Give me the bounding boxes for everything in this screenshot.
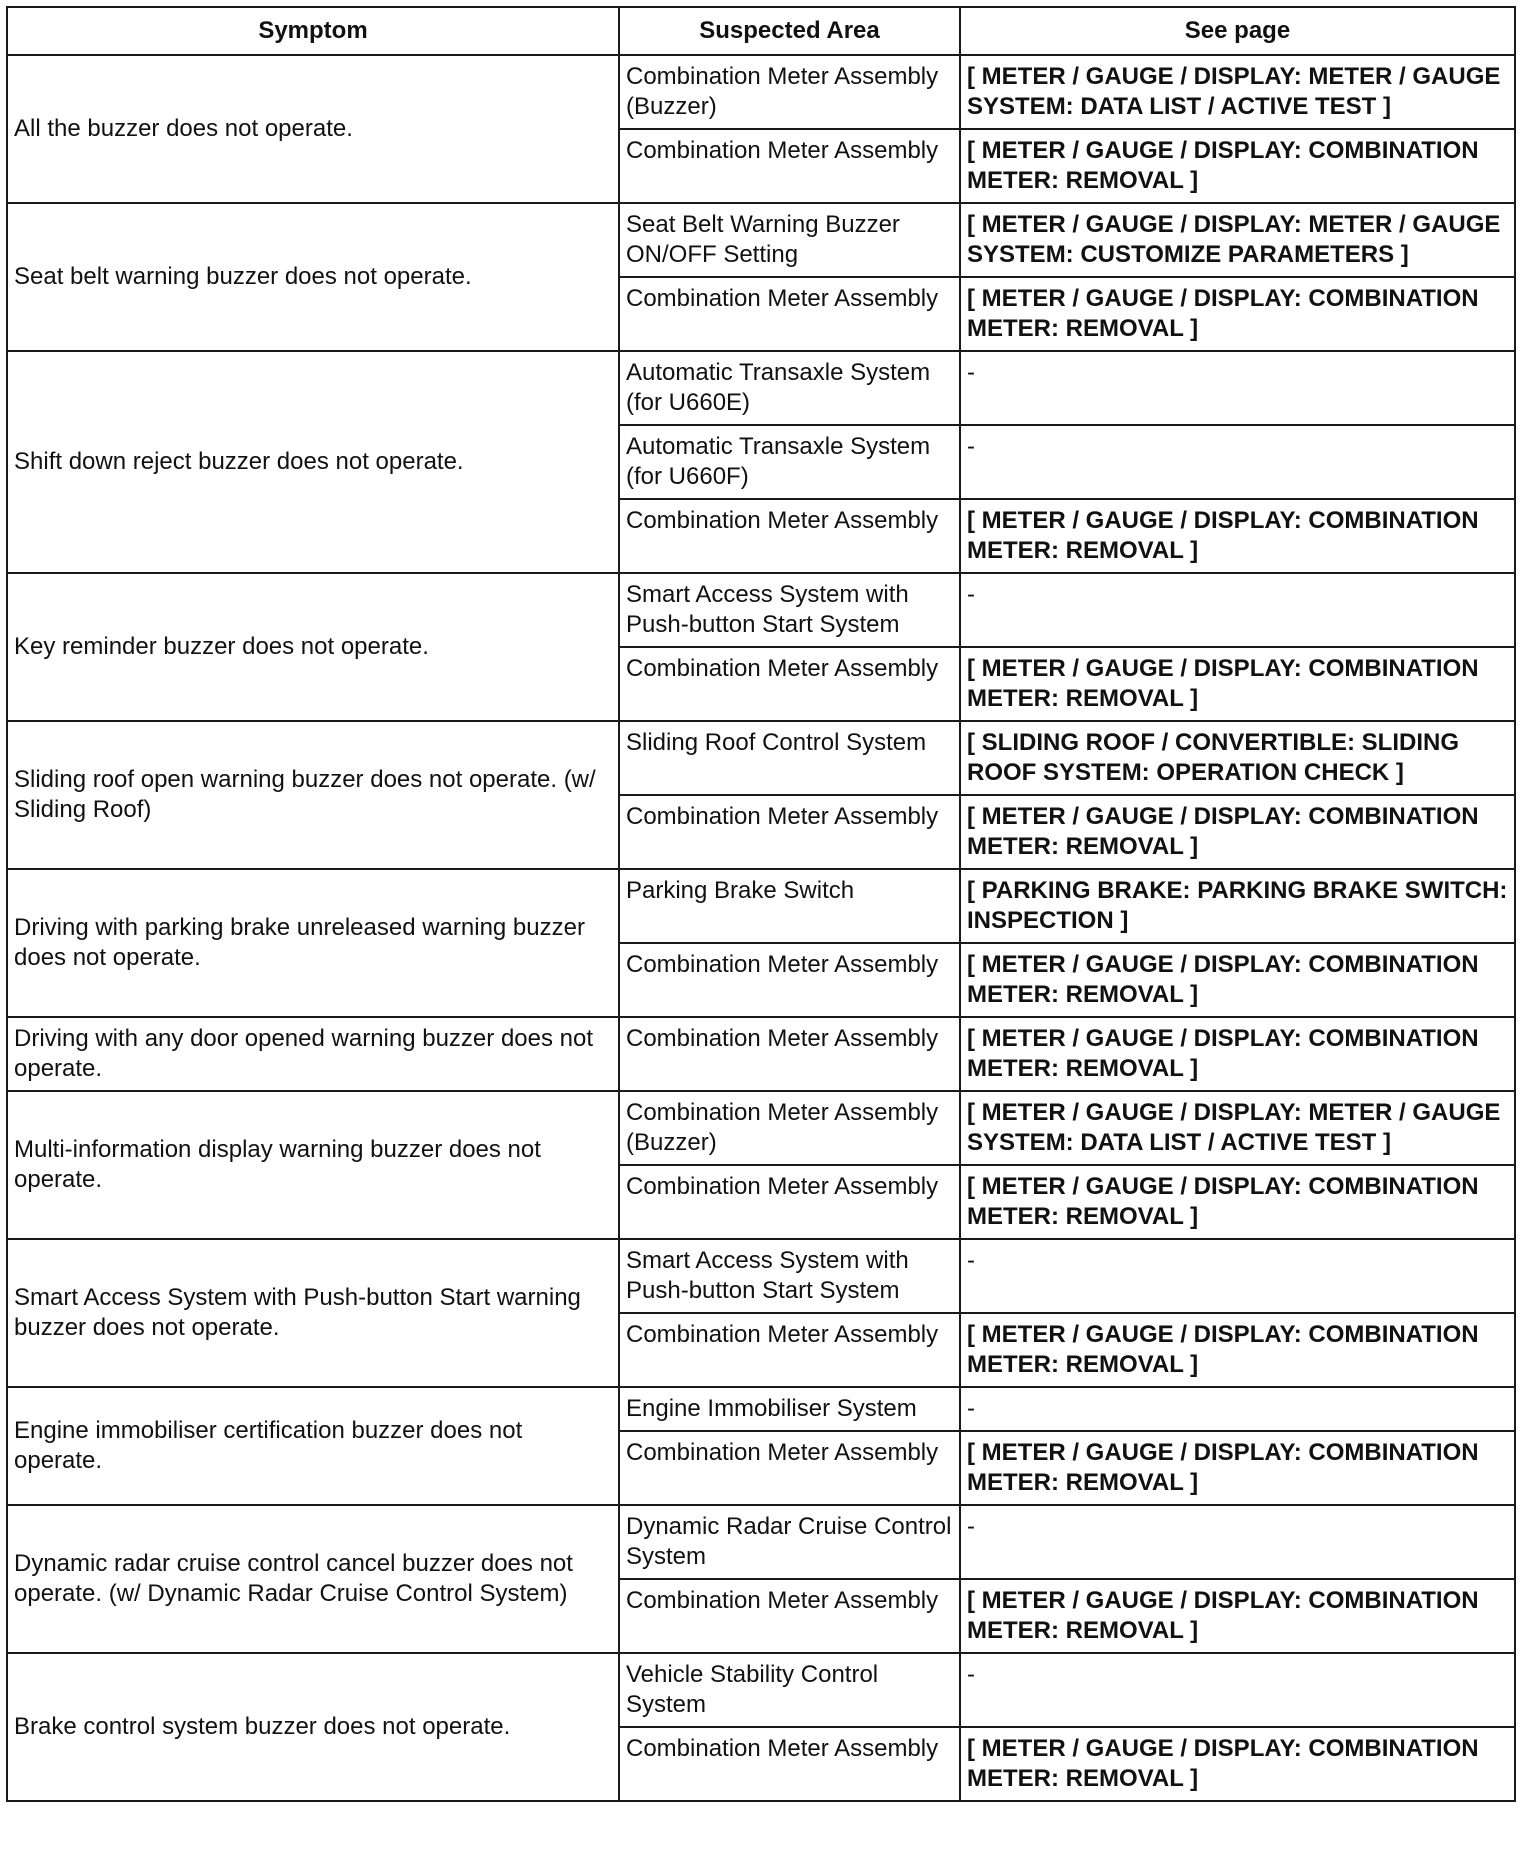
suspected-area-cell: Combination Meter Assembly <box>619 129 960 203</box>
suspected-area-cell: Combination Meter Assembly <box>619 1165 960 1239</box>
table-body <box>7 55 1515 1801</box>
table-row <box>7 573 1515 647</box>
header-row <box>7 7 1515 55</box>
suspected-area-cell: Dynamic Radar Cruise Control System <box>619 1505 960 1579</box>
see-page-link[interactable]: [ METER / GAUGE / DISPLAY: COMBINATION METER: REMOVAL ] <box>960 647 1515 721</box>
suspected-area-cell: Sliding Roof Control System <box>619 721 960 795</box>
symptom-cell: Shift down reject buzzer does not operate. <box>7 351 619 573</box>
see-page-link[interactable]: [ METER / GAUGE / DISPLAY: COMBINATION METER: REMOVAL ] <box>960 943 1515 1017</box>
symptom-cell: Sliding roof open warning buzzer does not operate. (w/ Sliding Roof) <box>7 721 619 869</box>
suspected-area-cell: Combination Meter Assembly <box>619 1017 960 1091</box>
table-row <box>7 351 1515 425</box>
see-page-link[interactable]: [ METER / GAUGE / DISPLAY: METER / GAUGE SYSTEM: DATA LIST / ACTIVE TEST ] <box>960 55 1515 129</box>
suspected-area-cell: Combination Meter Assembly <box>619 1579 960 1653</box>
suspected-area-cell: Combination Meter Assembly <box>619 943 960 1017</box>
problem-symptoms-table <box>6 6 1516 1802</box>
see-page-link[interactable]: [ METER / GAUGE / DISPLAY: METER / GAUGE SYSTEM: DATA LIST / ACTIVE TEST ] <box>960 1091 1515 1165</box>
suspected-area-cell: Automatic Transaxle System (for U660E) <box>619 351 960 425</box>
symptom-cell: Smart Access System with Push-button Start warning buzzer does not operate. <box>7 1239 619 1387</box>
table-row <box>7 1653 1515 1727</box>
see-page-link[interactable]: [ METER / GAUGE / DISPLAY: COMBINATION METER: REMOVAL ] <box>960 795 1515 869</box>
suspected-area-cell: Combination Meter Assembly <box>619 647 960 721</box>
table-row <box>7 1091 1515 1165</box>
table-row <box>7 1017 1515 1091</box>
header-suspected-area: Suspected Area <box>619 7 960 55</box>
suspected-area-cell: Automatic Transaxle System (for U660F) <box>619 425 960 499</box>
suspected-area-cell: Smart Access System with Push-button Start System <box>619 573 960 647</box>
see-page-link[interactable]: [ METER / GAUGE / DISPLAY: COMBINATION METER: REMOVAL ] <box>960 1165 1515 1239</box>
suspected-area-cell: Combination Meter Assembly (Buzzer) <box>619 1091 960 1165</box>
table-row <box>7 1387 1515 1431</box>
see-page-link[interactable]: [ METER / GAUGE / DISPLAY: METER / GAUGE SYSTEM: CUSTOMIZE PARAMETERS ] <box>960 203 1515 277</box>
suspected-area-cell: Engine Immobiliser System <box>619 1387 960 1431</box>
suspected-area-cell: Combination Meter Assembly <box>619 499 960 573</box>
suspected-area-cell: Parking Brake Switch <box>619 869 960 943</box>
see-page-cell: - <box>960 1387 1515 1431</box>
see-page-link[interactable]: [ PARKING BRAKE: PARKING BRAKE SWITCH: INSPECTION ] <box>960 869 1515 943</box>
see-page-link[interactable]: [ METER / GAUGE / DISPLAY: COMBINATION METER: REMOVAL ] <box>960 129 1515 203</box>
suspected-area-cell: Combination Meter Assembly <box>619 1727 960 1801</box>
symptom-cell: Multi-information display warning buzzer does not operate. <box>7 1091 619 1239</box>
see-page-cell: - <box>960 1653 1515 1727</box>
suspected-area-cell: Combination Meter Assembly <box>619 1431 960 1505</box>
table-row <box>7 203 1515 277</box>
symptom-cell: Brake control system buzzer does not operate. <box>7 1653 619 1801</box>
symptom-cell: All the buzzer does not operate. <box>7 55 619 203</box>
see-page-link[interactable]: [ METER / GAUGE / DISPLAY: COMBINATION METER: REMOVAL ] <box>960 1579 1515 1653</box>
suspected-area-cell: Vehicle Stability Control System <box>619 1653 960 1727</box>
table-row <box>7 1239 1515 1313</box>
symptom-cell: Key reminder buzzer does not operate. <box>7 573 619 721</box>
suspected-area-cell: Combination Meter Assembly (Buzzer) <box>619 55 960 129</box>
header-see-page: See page <box>960 7 1515 55</box>
table-row <box>7 869 1515 943</box>
see-page-link[interactable]: [ METER / GAUGE / DISPLAY: COMBINATION METER: REMOVAL ] <box>960 499 1515 573</box>
suspected-area-cell: Smart Access System with Push-button Start System <box>619 1239 960 1313</box>
see-page-link[interactable]: [ METER / GAUGE / DISPLAY: COMBINATION METER: REMOVAL ] <box>960 1431 1515 1505</box>
table-header <box>7 7 1515 55</box>
see-page-cell: - <box>960 1239 1515 1313</box>
symptom-cell: Driving with any door opened warning buzzer does not operate. <box>7 1017 619 1091</box>
table-row <box>7 1505 1515 1579</box>
suspected-area-cell: Combination Meter Assembly <box>619 277 960 351</box>
table-row <box>7 55 1515 129</box>
see-page-cell: - <box>960 1505 1515 1579</box>
table-row <box>7 721 1515 795</box>
troubleshooting-table-container <box>6 6 1514 1802</box>
see-page-link[interactable]: [ METER / GAUGE / DISPLAY: COMBINATION METER: REMOVAL ] <box>960 1313 1515 1387</box>
see-page-link[interactable]: [ METER / GAUGE / DISPLAY: COMBINATION METER: REMOVAL ] <box>960 1727 1515 1801</box>
symptom-cell: Engine immobiliser certification buzzer does not operate. <box>7 1387 619 1505</box>
see-page-link[interactable]: [ METER / GAUGE / DISPLAY: COMBINATION METER: REMOVAL ] <box>960 1017 1515 1091</box>
suspected-area-cell: Combination Meter Assembly <box>619 795 960 869</box>
see-page-cell: - <box>960 425 1515 499</box>
suspected-area-cell: Seat Belt Warning Buzzer ON/OFF Setting <box>619 203 960 277</box>
see-page-link[interactable]: [ SLIDING ROOF / CONVERTIBLE: SLIDING ROOF SYSTEM: OPERATION CHECK ] <box>960 721 1515 795</box>
see-page-cell: - <box>960 351 1515 425</box>
see-page-link[interactable]: [ METER / GAUGE / DISPLAY: COMBINATION METER: REMOVAL ] <box>960 277 1515 351</box>
symptom-cell: Dynamic radar cruise control cancel buzzer does not operate. (w/ Dynamic Radar Cruise Control System) <box>7 1505 619 1653</box>
symptom-cell: Seat belt warning buzzer does not operate. <box>7 203 619 351</box>
header-symptom: Symptom <box>7 7 619 55</box>
suspected-area-cell: Combination Meter Assembly <box>619 1313 960 1387</box>
see-page-cell: - <box>960 573 1515 647</box>
symptom-cell: Driving with parking brake unreleased warning buzzer does not operate. <box>7 869 619 1017</box>
